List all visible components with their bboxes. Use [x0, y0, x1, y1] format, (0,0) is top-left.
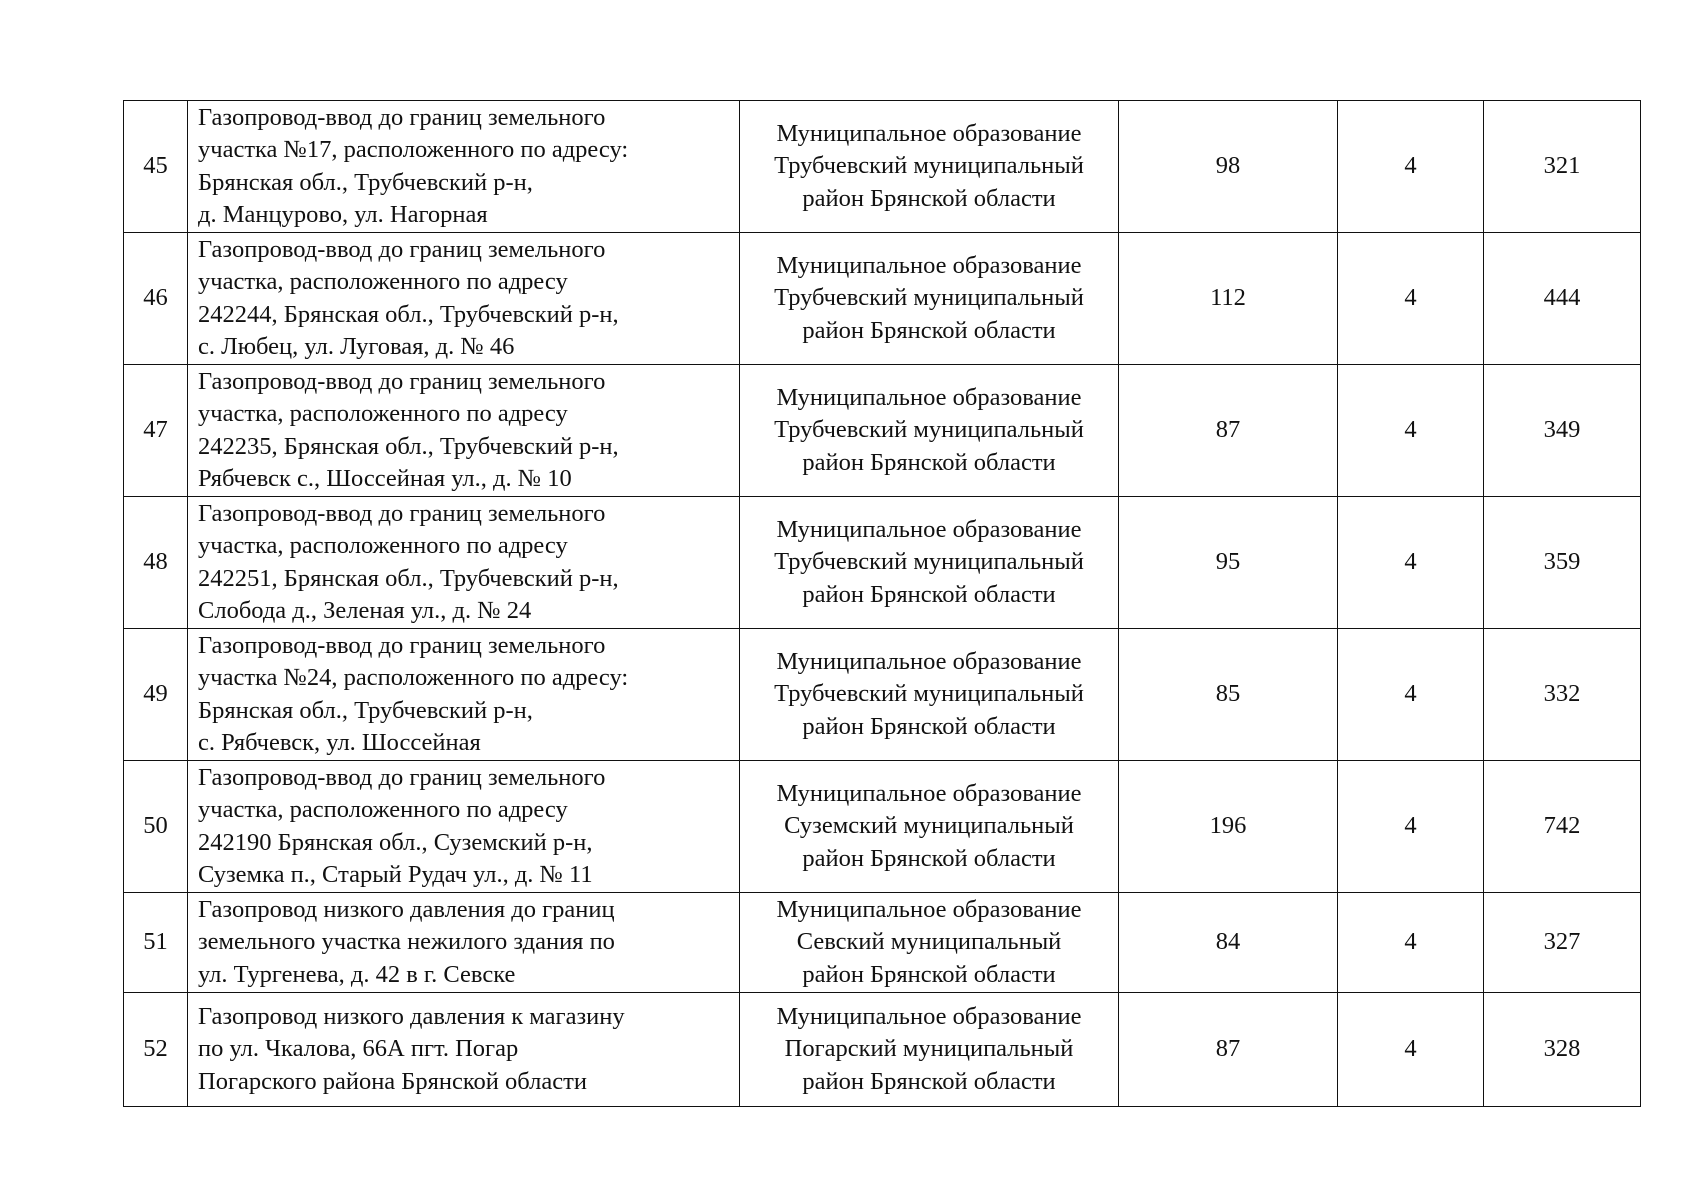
- table-row: [124, 893, 1641, 993]
- value-length: 85: [1119, 629, 1338, 761]
- row-number: 45: [124, 101, 188, 233]
- value-pressure: 4: [1338, 365, 1484, 497]
- value-pressure: 4: [1338, 233, 1484, 365]
- owner: Муниципальное образование Трубчевский муниципальный район Брянской области: [740, 497, 1119, 629]
- object-name: Газопровод низкого давления к магазину по ул. Чкалова, 66А пгт. Погар Погарского района Брянской области: [188, 993, 740, 1107]
- gas-pipeline-table: [123, 100, 1641, 1107]
- owner: Муниципальное образование Трубчевский муниципальный район Брянской области: [740, 233, 1119, 365]
- value-length: 95: [1119, 497, 1338, 629]
- value-total: 444: [1484, 233, 1641, 365]
- value-length: 84: [1119, 893, 1338, 993]
- owner: Муниципальное образование Трубчевский муниципальный район Брянской области: [740, 629, 1119, 761]
- row-number: 51: [124, 893, 188, 993]
- value-length: 112: [1119, 233, 1338, 365]
- table-row: [124, 233, 1641, 365]
- row-number: 52: [124, 993, 188, 1107]
- table-row: [124, 761, 1641, 893]
- row-number: 46: [124, 233, 188, 365]
- value-length: 196: [1119, 761, 1338, 893]
- value-total: 742: [1484, 761, 1641, 893]
- table-row: [124, 993, 1641, 1107]
- value-total: 327: [1484, 893, 1641, 993]
- value-total: 332: [1484, 629, 1641, 761]
- row-number: 49: [124, 629, 188, 761]
- value-length: 87: [1119, 993, 1338, 1107]
- owner: Муниципальное образование Суземский муниципальный район Брянской области: [740, 761, 1119, 893]
- value-pressure: 4: [1338, 761, 1484, 893]
- object-name: Газопровод-ввод до границ земельного участка, расположенного по адресу 242235, Брянская обл., Трубчевский р-н, Рябчевск с., Шоссейная ул., д. № 10: [188, 365, 740, 497]
- owner: Муниципальное образование Погарский муниципальный район Брянской области: [740, 993, 1119, 1107]
- value-pressure: 4: [1338, 993, 1484, 1107]
- object-name: Газопровод-ввод до границ земельного участка №24, расположенного по адресу: Брянская обл., Трубчевский р-н, с. Рябчевск, ул. Шоссейная: [188, 629, 740, 761]
- value-pressure: 4: [1338, 101, 1484, 233]
- owner: Муниципальное образование Трубчевский муниципальный район Брянской области: [740, 101, 1119, 233]
- object-name: Газопровод-ввод до границ земельного участка №17, расположенного по адресу: Брянская обл., Трубчевский р-н, д. Манцурово, ул. Нагорная: [188, 101, 740, 233]
- table-row: [124, 365, 1641, 497]
- value-pressure: 4: [1338, 629, 1484, 761]
- table-row: [124, 497, 1641, 629]
- row-number: 50: [124, 761, 188, 893]
- row-number: 48: [124, 497, 188, 629]
- value-pressure: 4: [1338, 893, 1484, 993]
- row-number: 47: [124, 365, 188, 497]
- value-total: 359: [1484, 497, 1641, 629]
- object-name: Газопровод-ввод до границ земельного участка, расположенного по адресу 242251, Брянская обл., Трубчевский р-н, Слобода д., Зеленая ул., д. № 24: [188, 497, 740, 629]
- owner: Муниципальное образование Трубчевский муниципальный район Брянской области: [740, 365, 1119, 497]
- object-name: Газопровод-ввод до границ земельного участка, расположенного по адресу 242244, Брянская обл., Трубчевский р-н, с. Любец, ул. Луговая, д. № 46: [188, 233, 740, 365]
- owner: Муниципальное образование Севский муниципальный район Брянской области: [740, 893, 1119, 993]
- object-name: Газопровод-ввод до границ земельного участка, расположенного по адресу 242190 Брянская обл., Суземский р-н, Суземка п., Старый Рудач ул., д. № 11: [188, 761, 740, 893]
- value-pressure: 4: [1338, 497, 1484, 629]
- table-row: [124, 101, 1641, 233]
- object-name: Газопровод низкого давления до границ земельного участка нежилого здания по ул. Тургенева, д. 42 в г. Севске: [188, 893, 740, 993]
- value-total: 321: [1484, 101, 1641, 233]
- value-length: 98: [1119, 101, 1338, 233]
- value-total: 349: [1484, 365, 1641, 497]
- table-row: [124, 629, 1641, 761]
- value-length: 87: [1119, 365, 1338, 497]
- value-total: 328: [1484, 993, 1641, 1107]
